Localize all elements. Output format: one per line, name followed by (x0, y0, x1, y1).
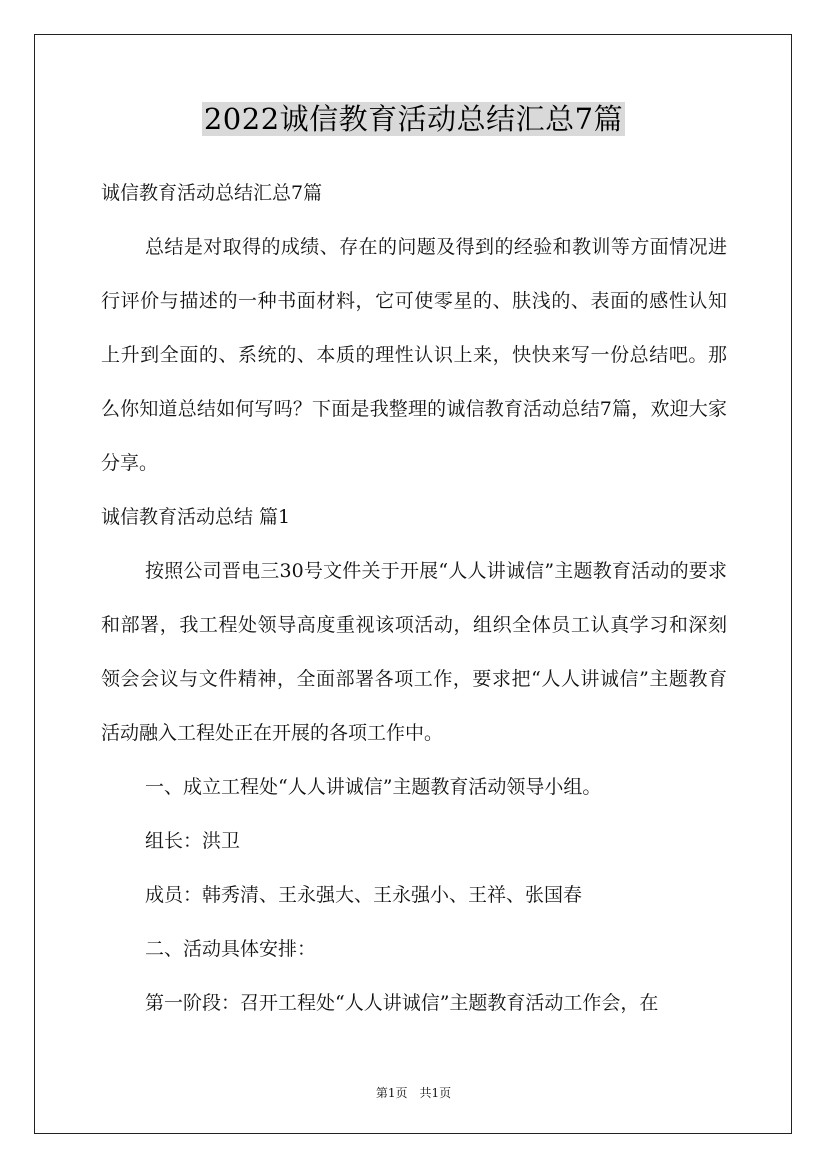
list-item-1: 一、成立工程处“人人讲诚信”主题教育活动领导小组。 (145, 776, 602, 798)
members-line: 成员：韩秀清、王永强大、王永强小、王祥、张国春 (145, 884, 583, 906)
document-title-wrap (0, 98, 827, 140)
list-item-2: 二、活动具体安排： (145, 938, 317, 960)
leader-line: 组长：洪卫 (145, 830, 241, 852)
stage-1-line: 第一阶段：召开工程处“人人讲诚信”主题教育活动工作会，在 (145, 992, 659, 1014)
document-subtitle: 诚信教育活动总结汇总7篇 (101, 182, 323, 204)
document-title: 2022诚信教育活动总结汇总7篇 (203, 102, 624, 136)
section-paragraph: 按照公司晋电三30号文件关于开展“人人讲诚信”主题教育活动的要求和部署，我工程处领导高度重视该项活动，组织全体员工认真学习和深刻领会会议与文件精神，全面部署各项工作，要求把“人人讲诚信”主题教育活动融入工程处正在开展的各项工作中。 (101, 560, 727, 744)
section-heading: 诚信教育活动总结 篇1 (101, 506, 291, 528)
page-footer: 第1页 共1页 (375, 1086, 452, 1100)
intro-paragraph: 总结是对取得的成绩、存在的问题及得到的经验和教训等方面情况进行评价与描述的一种书面材料，它可使零星的、肤浅的、表面的感性认知上升到全面的、系统的、本质的理性认识上来，快快来写一份总结吧。那么你知道总结如何写吗？下面是我整理的诚信教育活动总结7篇，欢迎大家分享。 (101, 236, 727, 474)
